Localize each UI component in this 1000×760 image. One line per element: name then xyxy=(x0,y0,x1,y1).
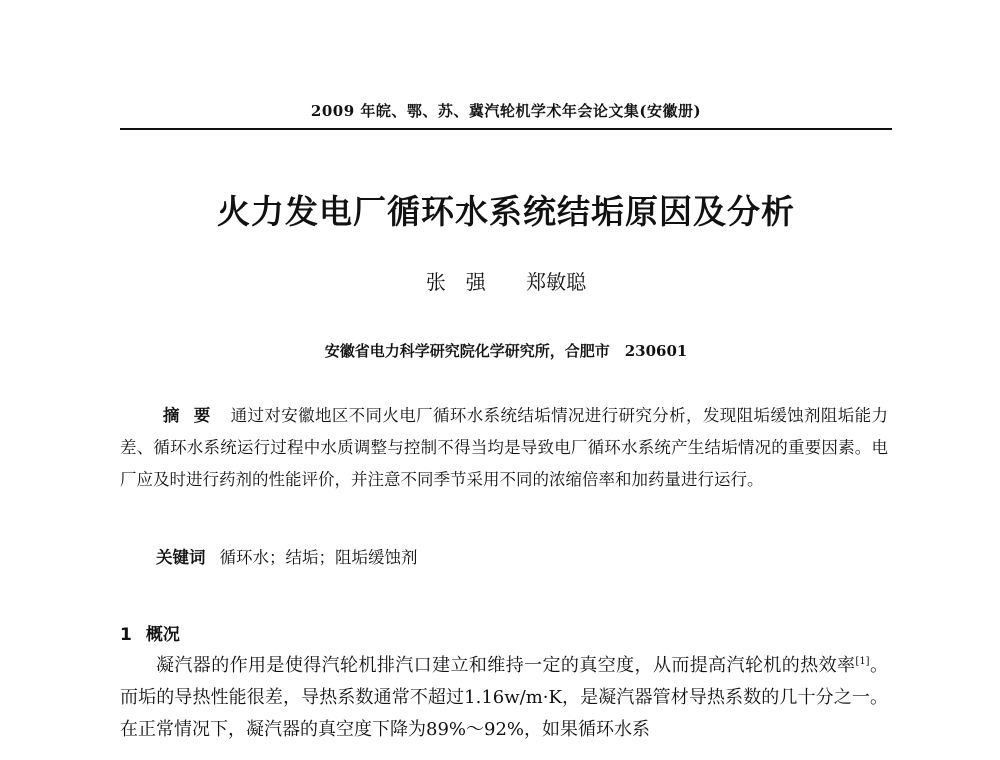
section-heading xyxy=(120,620,180,645)
paragraph-text-part2: 。而垢的导热性能很差，导热系数通常不超过1.16w/m·K，是凝汽器管材导热系数的几十分之一。在正常情况下，凝汽器的真空度下降为89%～92%，如果循环水系 xyxy=(120,655,888,740)
citation-reference[interactable]: [1] xyxy=(855,656,870,667)
keywords-label: 关键词 xyxy=(156,548,206,567)
abstract xyxy=(120,400,888,496)
section-number: 1 xyxy=(120,625,132,645)
running-header: 2009 年皖、鄂、苏、冀汽轮机学术年会论文集(安徽册) xyxy=(310,102,702,120)
affiliation: 安徽省电力科学研究院化学研究所，合肥市 230601 xyxy=(324,342,688,360)
abstract-text: 通过对安徽地区不同火电厂循环水系统结垢情况进行研究分析，发现阻垢缓蚀剂阻垢能力差、循环水系统运行过程中水质调整与控制不得当均是导致电厂循环水系统产生结垢情况的重要因素。电厂应及时进行药剂的性能评价，并注意不同季节采用不同的浓缩倍率和加药量进行运行。 xyxy=(120,406,889,489)
author-name: 郑敏聪 xyxy=(526,270,587,294)
keywords xyxy=(156,544,418,568)
author-list xyxy=(120,266,892,295)
body-paragraph xyxy=(120,650,888,746)
section-title: 概况 xyxy=(145,625,180,645)
header-divider xyxy=(120,128,892,130)
paper-title: 火力发电厂循环水系统结垢原因及分析 xyxy=(217,192,795,231)
author-name: 张 强 xyxy=(425,270,486,294)
abstract-label: 摘要 xyxy=(162,406,225,425)
paragraph-text-part1: 凝汽器的作用是使得汽轮机排汽口建立和维持一定的真空度，从而提高汽轮机的热效率 xyxy=(156,655,856,676)
keywords-text: 循环水；结垢；阻垢缓蚀剂 xyxy=(219,548,418,567)
